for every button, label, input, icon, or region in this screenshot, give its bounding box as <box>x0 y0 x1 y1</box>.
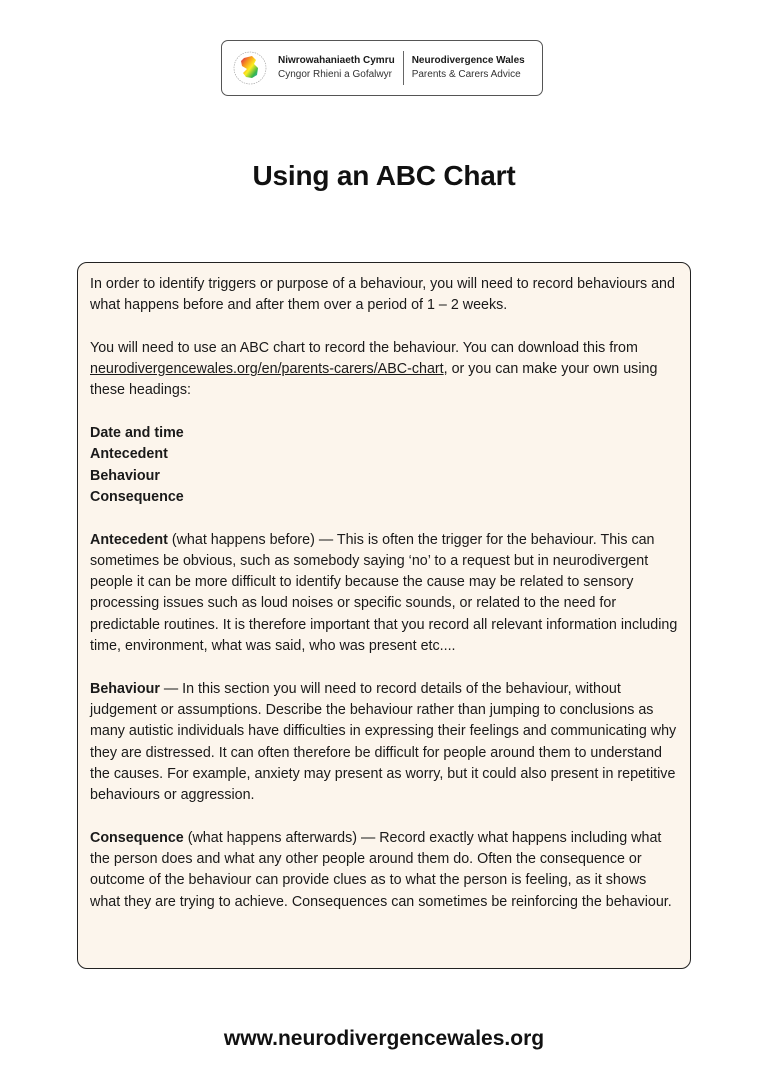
welsh-org-title: Niwrowahaniaeth Cymru <box>278 55 395 66</box>
heading-item-antecedent: Antecedent <box>90 446 168 463</box>
download-text-post: , or you can make your own using these headings: <box>90 361 658 399</box>
english-org-title: Neurodivergence Wales <box>411 55 525 66</box>
welsh-org-name <box>278 54 395 82</box>
heading-item-consequence: Consequence <box>90 488 184 505</box>
chart-headings-list <box>90 423 678 508</box>
download-text-pre: You will need to use an ABC chart to record the behaviour. You can download this from <box>90 339 638 356</box>
download-paragraph <box>90 338 678 402</box>
footer-website-url: www.neurodivergencewales.org <box>223 1027 545 1050</box>
behaviour-term: Behaviour <box>90 680 160 697</box>
heading-item-date-time: Date and time <box>90 425 184 442</box>
consequence-text: (what happens afterwards) — Record exactly what happens including what the person does and what any other people around them do. Often the consequence or outcome of the behaviour can provide clues as to what the person is feeling, as it shows what they are trying to achieve. Consequences can sometimes be reinforcing the behaviour. <box>90 829 672 910</box>
header-logo-badge <box>221 40 543 96</box>
behaviour-section <box>90 679 678 807</box>
antecedent-section <box>90 530 678 658</box>
abc-chart-download-link[interactable]: neurodivergencewales.org/en/parents-carers/ABC-chart <box>90 361 444 378</box>
content-box <box>77 262 691 969</box>
antecedent-term: Antecedent <box>90 531 168 548</box>
header-divider <box>403 51 404 85</box>
english-org-name <box>412 54 525 82</box>
page-title: Using an ABC Chart <box>252 160 516 191</box>
welsh-org-subtitle: Cyngor Rhieni a Gofalwyr <box>278 69 392 80</box>
intro-paragraph: In order to identify triggers or purpose of a behaviour, you will need to record behaviours and what happens before and after them over a period of 1 – 2 weeks. <box>90 276 675 314</box>
english-org-subtitle: Parents & Carers Advice <box>411 69 521 80</box>
heading-item-behaviour: Behaviour <box>90 467 160 484</box>
consequence-term: Consequence <box>90 829 184 846</box>
antecedent-text: (what happens before) — This is often the trigger for the behaviour. This can sometimes be obvious, such as somebody saying ‘no’ to a request but in neurodivergent people it can be more difficult to identify because the cause may be related to sensory processing issues such as loud noises or specific sounds, or related to the need for predictable routines. It is therefore important that you record all relevant information including time, environment, what was said, who was present etc.... <box>90 531 678 655</box>
consequence-section <box>90 828 678 913</box>
wales-map-logo-icon <box>230 48 270 88</box>
behaviour-text: — In this section you will need to record details of the behaviour, without judgement or assumptions. Describe the behaviour rather than jumping to conclusions as many autistic individuals have difficulties in expressing their feelings and communicating why they are distressed. It can often therefore be difficult for people around them to understand the causes. For example, anxiety may present as worry, but it could also present in repetitive behaviours or aggression. <box>90 680 677 804</box>
